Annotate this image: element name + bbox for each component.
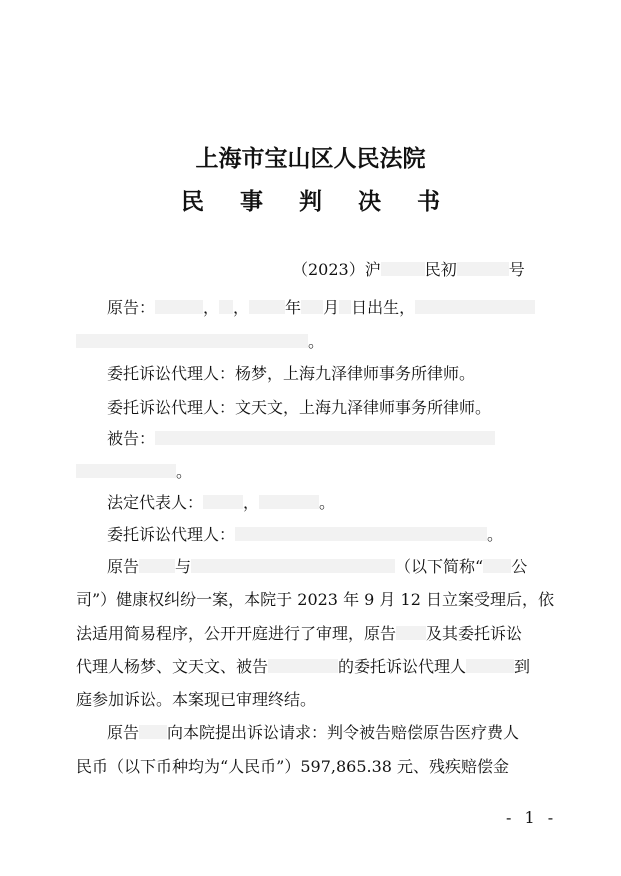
redaction-block — [235, 527, 487, 541]
body-text: 庭参加诉讼。本案现已审理终结。 — [76, 690, 317, 709]
body-text: 民币（以下币种均为“人民币”）597,865.38 元、残疾赔偿金 — [76, 757, 510, 776]
agent-line-1 — [107, 364, 475, 384]
defendant-label: 被告： — [107, 429, 156, 448]
agent-label: 委托诉讼代理人： — [107, 364, 236, 383]
redaction-block — [483, 559, 511, 573]
redaction-block — [268, 659, 338, 673]
case-number-type: 民初 — [424, 260, 457, 279]
plaintiff-month-unit: 月 — [323, 298, 340, 317]
plaintiff-line — [107, 298, 535, 318]
court-name: 上海市宝山区人民法院 — [195, 145, 426, 172]
legal-rep-sep: ， — [243, 493, 260, 512]
redaction-block — [139, 725, 167, 739]
redaction-block — [155, 300, 203, 314]
legal-rep-end: 。 — [319, 493, 336, 512]
defendant-end: 。 — [176, 462, 193, 481]
plaintiff-year-unit: 年 — [285, 298, 302, 317]
body-text: 到 — [514, 657, 531, 676]
redaction-block — [139, 559, 175, 573]
page-number: - 1 - — [506, 808, 558, 827]
body-text: 公 — [511, 557, 528, 576]
legal-rep-label: 法定代表人： — [107, 493, 204, 512]
body-line — [76, 757, 509, 777]
body-text: 及其委托诉讼 — [426, 624, 523, 643]
redaction-block — [155, 431, 495, 445]
body-text: 代理人杨梦、文天文、被告 — [76, 657, 269, 676]
case-number — [292, 260, 525, 280]
body-text: 与 — [175, 557, 192, 576]
redaction-block — [301, 300, 323, 314]
body-line — [76, 657, 530, 677]
plaintiff-birth-text: 日出生， — [351, 298, 416, 317]
body-line — [76, 690, 316, 710]
redaction-block — [259, 495, 319, 509]
case-number-suffix: 号 — [508, 260, 525, 279]
case-number-year: （2023）沪 — [292, 260, 381, 279]
redaction-block — [249, 300, 285, 314]
defendant-agent-line — [107, 525, 503, 545]
redaction-block — [415, 300, 535, 314]
redaction-block — [457, 262, 509, 276]
defendant-line — [107, 429, 495, 449]
agent-label: 委托诉讼代理人： — [107, 398, 236, 417]
plaintiff-sep: ， — [203, 298, 220, 317]
body-text: 法适用简易程序，公开开庭进行了审理，原告 — [76, 624, 397, 643]
plaintiff-end: 。 — [308, 332, 325, 351]
redaction-block — [191, 559, 395, 573]
redaction-block — [466, 659, 514, 673]
body-text: 向本院提出诉讼请求：判令被告赔偿原告医疗费人 — [167, 723, 520, 742]
redaction-block — [76, 464, 176, 478]
body-text: （以下简称“ — [395, 557, 484, 576]
body-text: 原告 — [107, 723, 140, 742]
agent-line-2 — [107, 398, 491, 418]
defendant-address-line — [76, 462, 192, 482]
body-line — [107, 723, 519, 743]
redaction-block — [219, 300, 233, 314]
redaction-block — [76, 334, 308, 348]
body-text: 原告 — [107, 557, 140, 576]
plaintiff-sep: ， — [233, 298, 250, 317]
plaintiff-label: 原告： — [107, 298, 156, 317]
agent-text: 杨梦，上海九泽律师事务所律师。 — [235, 364, 476, 383]
plaintiff-address-line — [76, 332, 324, 352]
defendant-agent-end: 。 — [487, 525, 504, 544]
body-text: 的委托诉讼代理人 — [338, 657, 467, 676]
defendant-agent-label: 委托诉讼代理人： — [107, 525, 236, 544]
redaction-block — [396, 626, 426, 640]
document-title: 民 事 判 决 书 — [180, 188, 455, 215]
body-text: 司”）健康权纠纷一案，本院于 2023 年 9 月 12 日立案受理后，依 — [76, 590, 554, 609]
body-line — [76, 590, 554, 610]
body-line — [76, 624, 522, 644]
legal-rep-line — [107, 493, 335, 513]
redaction-block — [203, 495, 243, 509]
redaction-block — [339, 300, 351, 314]
agent-text: 文天文，上海九泽律师事务所律师。 — [235, 398, 492, 417]
redaction-block — [381, 262, 425, 276]
body-line — [107, 557, 527, 577]
